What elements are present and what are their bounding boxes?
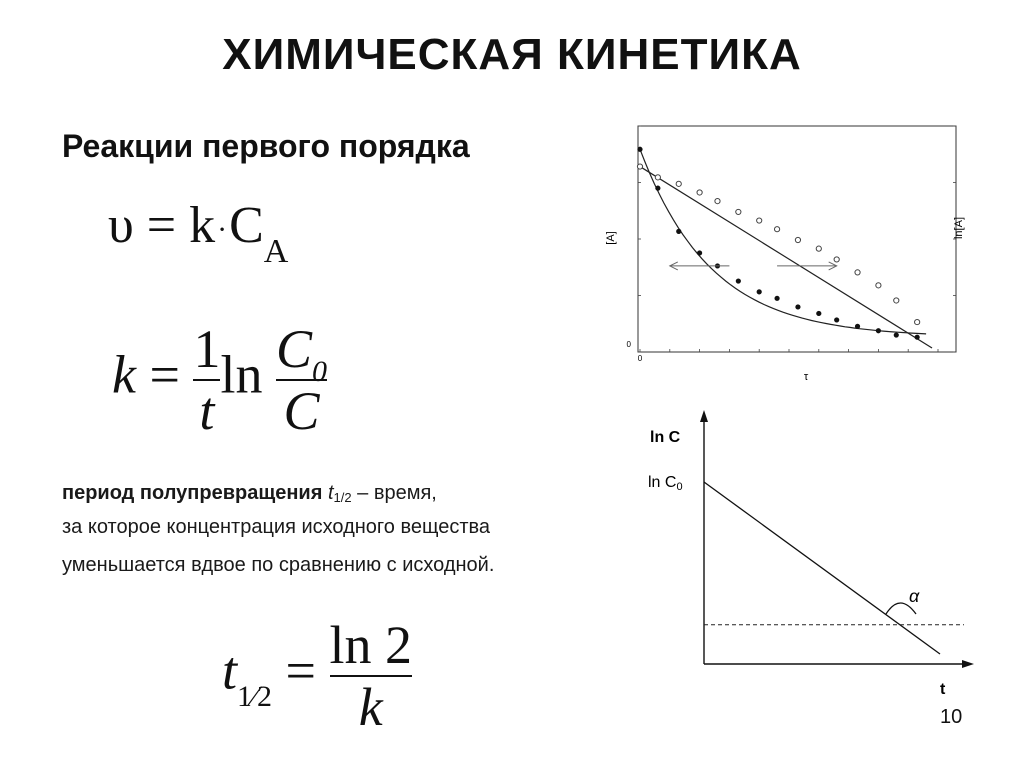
y-intercept-label: ln C0 [648, 474, 683, 493]
data-point-filled [834, 317, 839, 322]
data-point-filled [774, 296, 779, 301]
data-point-open [736, 209, 741, 214]
data-point-open [834, 257, 839, 262]
rate-constant-symbol: k [189, 197, 216, 254]
rate-symbol: υ [108, 197, 134, 254]
t-symbol: t [222, 640, 238, 701]
concentration-vs-time-chart [600, 118, 970, 393]
x-axis-label: t [940, 681, 946, 698]
x-axis-arrow [962, 660, 974, 668]
ratio-numerator: $C_0$ [275, 319, 327, 388]
data-point-filled [697, 250, 702, 255]
series-log-line [640, 167, 932, 348]
rate-constant-formula [112, 319, 327, 441]
y-axis-label: [A] [605, 231, 617, 245]
x-axis-label: τ [803, 371, 809, 383]
concentration-symbol: C [229, 197, 264, 254]
data-point-open [774, 227, 779, 232]
half-subscript: 1⁄2 [237, 680, 273, 714]
half-life-formula [222, 615, 413, 737]
data-point-open [697, 190, 702, 195]
data-point-filled [676, 229, 681, 234]
data-point-filled [795, 304, 800, 309]
data-point-filled [855, 324, 860, 329]
data-point-open [676, 181, 681, 186]
ln2-over-k-fraction [329, 615, 413, 737]
data-point-filled [655, 186, 660, 191]
y2-axis-label: ln[A] [953, 216, 965, 240]
multiply-dot: · [217, 213, 228, 247]
y-axis-arrow [700, 410, 708, 422]
data-point-filled [757, 289, 762, 294]
equals-sign: = [146, 197, 177, 254]
data-point-open [855, 270, 860, 275]
angle-label: α [909, 586, 920, 606]
slide-title: ХИМИЧЕСКАЯ КИНЕТИКА [222, 30, 802, 79]
y-tick-label: 0 [626, 340, 631, 349]
half-life-definition-line1: период полупревращения t1/2 – время, [62, 482, 437, 505]
data-point-open [915, 319, 920, 324]
slide-number: 10 [940, 706, 963, 728]
data-point-open [715, 199, 720, 204]
data-point-open [816, 246, 821, 251]
half-life-definition-line2: за которое концентрация исходного вещества [62, 516, 491, 538]
data-point-filled [876, 328, 881, 333]
fraction-denominator: k [358, 677, 383, 737]
data-point-open [795, 237, 800, 242]
equals-sign: = [285, 640, 316, 701]
concentration-ratio-fraction [275, 319, 327, 441]
x-tick-label: 0 [637, 354, 643, 363]
half-life-term: период полупревращения [62, 482, 323, 504]
ln-c-line [704, 482, 940, 654]
data-point-open [894, 298, 899, 303]
concentration-subscript: A [263, 233, 289, 270]
data-point-filled [915, 335, 920, 340]
k-symbol: k [112, 344, 136, 405]
slide-subtitle: Реакции первого порядка [62, 128, 470, 164]
data-point-filled [637, 147, 642, 152]
one-over-t-fraction [193, 319, 221, 441]
data-point-open [655, 175, 660, 180]
data-point-filled [736, 278, 741, 283]
data-point-open [876, 283, 881, 288]
data-point-open [757, 218, 762, 223]
fraction-numerator: 1 [193, 319, 221, 379]
ln-concentration-vs-time-chart [628, 408, 976, 708]
ln-operator: ln [220, 344, 263, 405]
half-life-definition-line3: уменьшается вдвое по сравнению с исходной. [62, 554, 495, 576]
y-axis-label: ln C [650, 429, 681, 446]
data-point-filled [816, 311, 821, 316]
series-decay-curve [640, 149, 926, 334]
ratio-denominator: C [283, 381, 320, 441]
equals-sign: = [149, 344, 180, 405]
fraction-denominator: t [199, 381, 215, 441]
data-point-filled [894, 332, 899, 337]
data-point-open [637, 164, 642, 169]
rate-law-formula [108, 196, 289, 270]
fraction-numerator: ln 2 [329, 615, 413, 675]
